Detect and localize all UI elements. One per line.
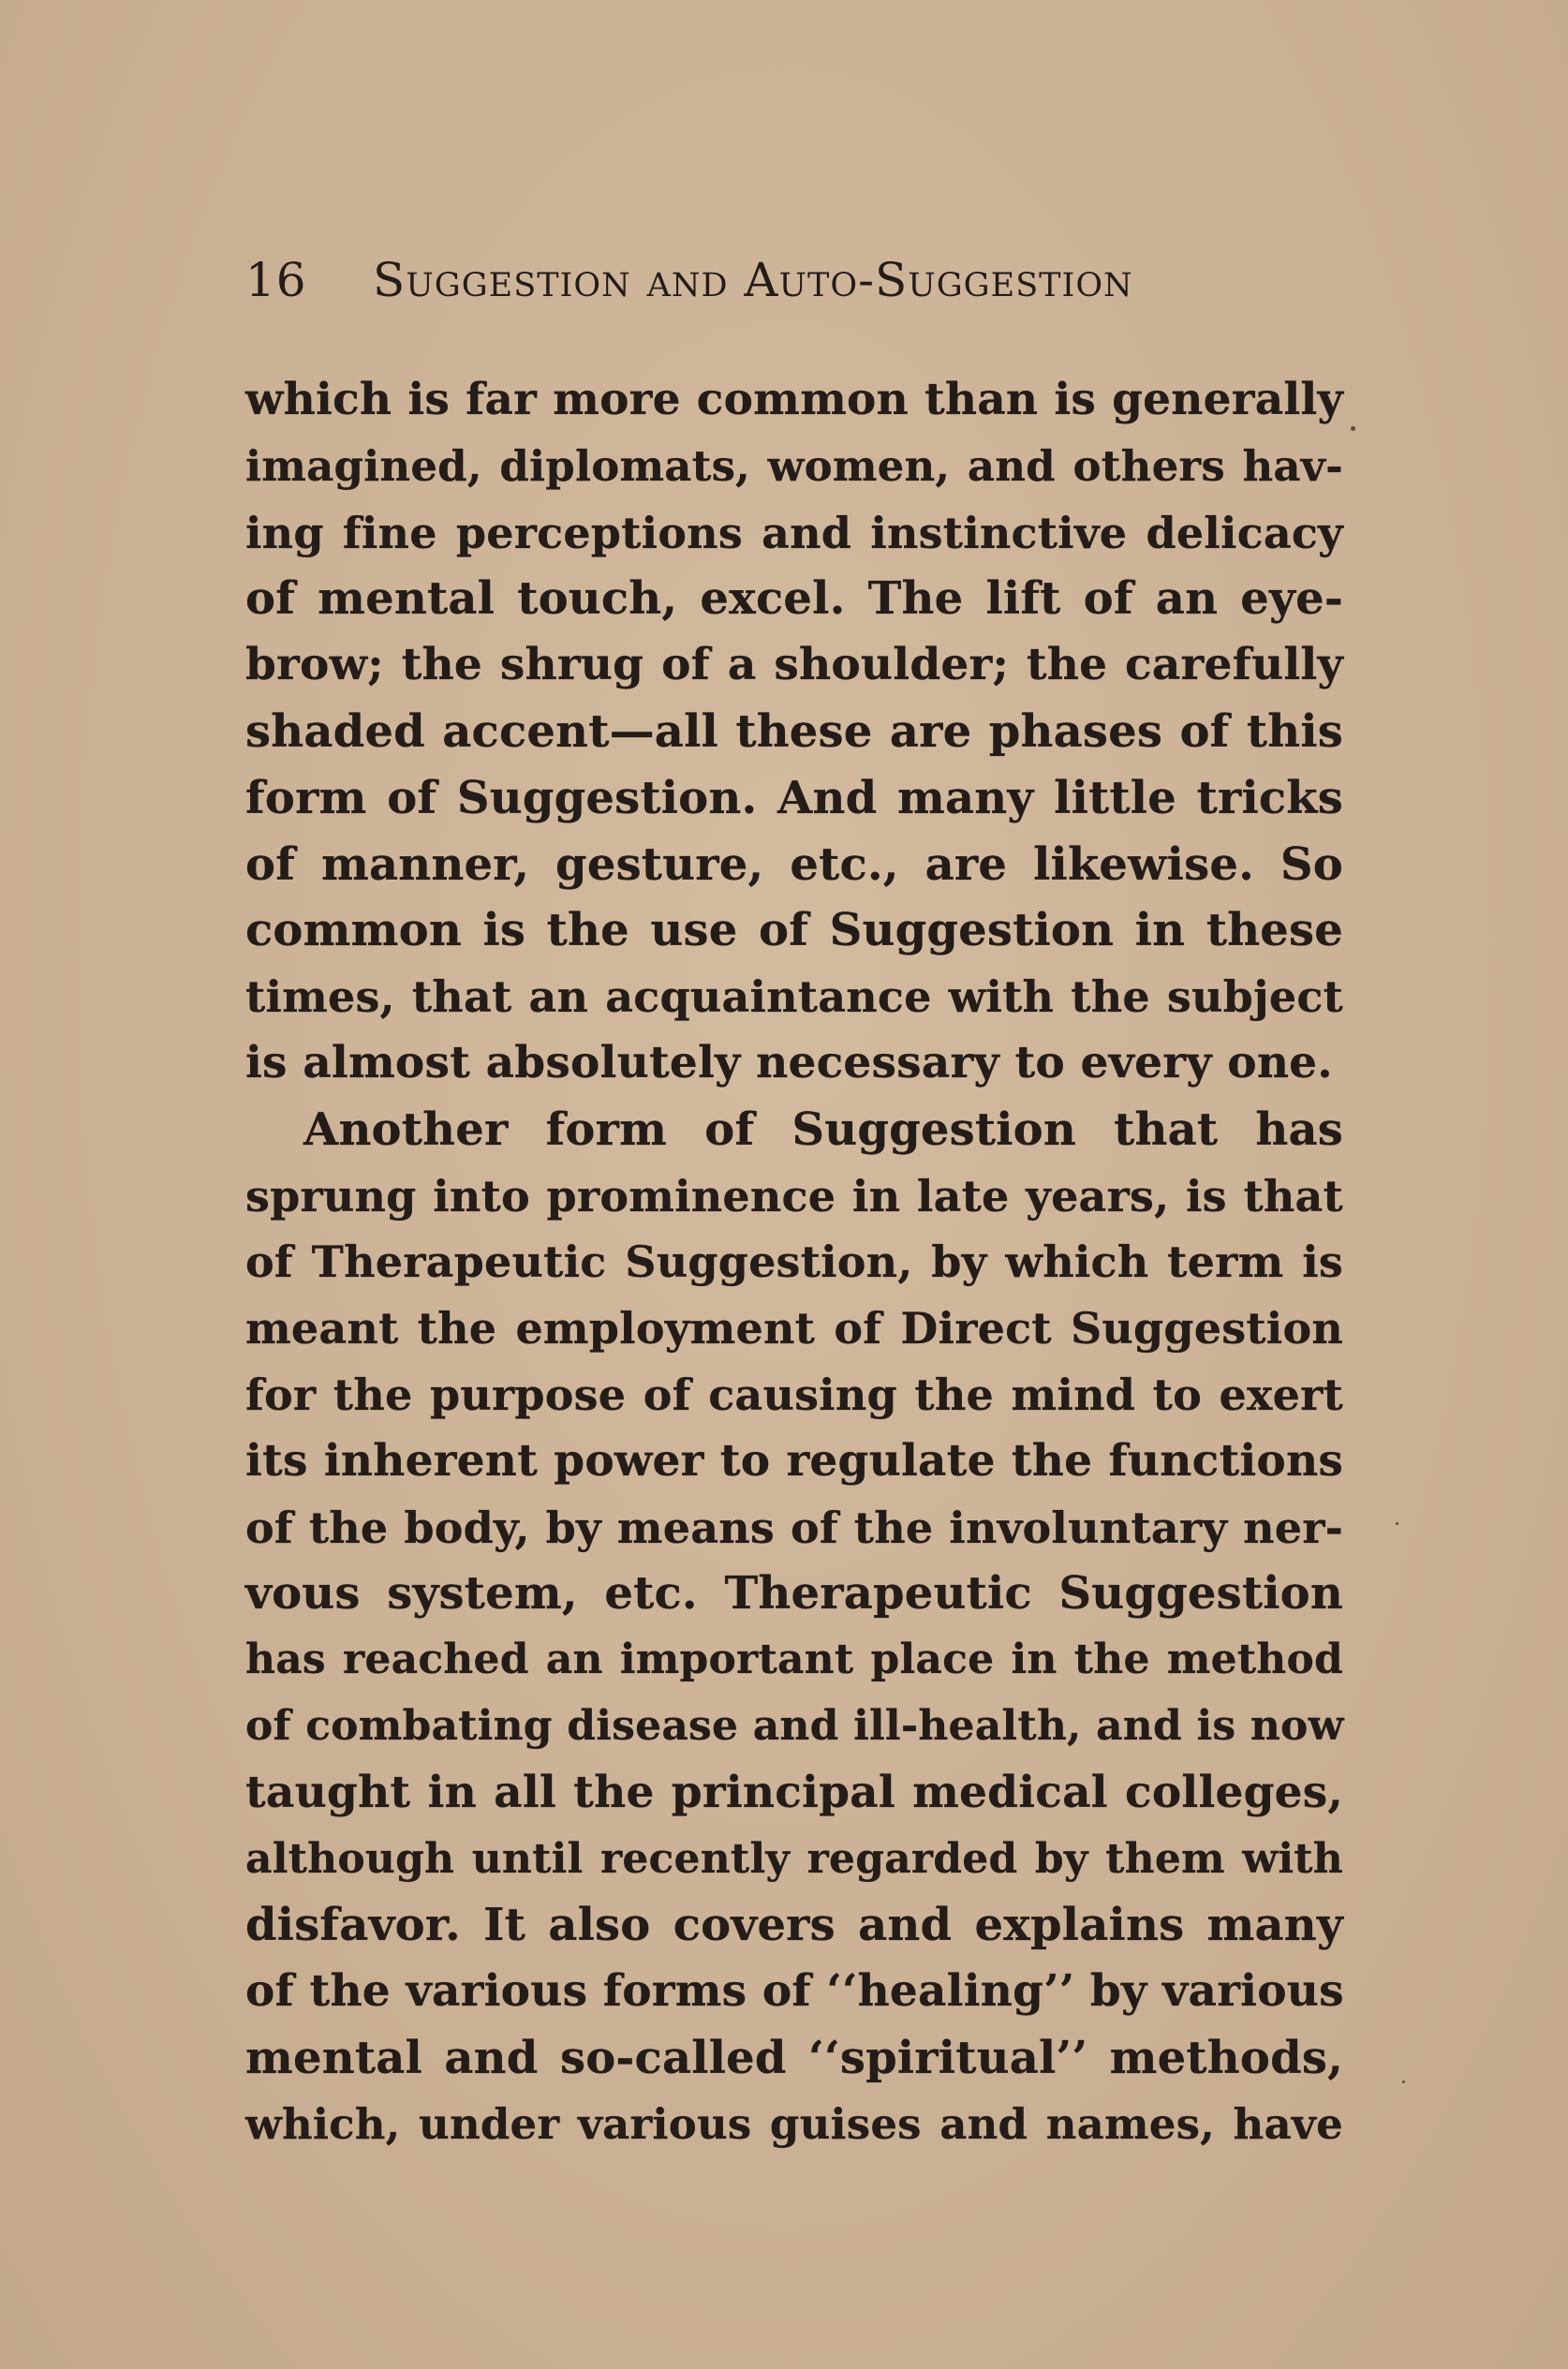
text-line: sprung into prominence in late years, is that (245, 1170, 1343, 1222)
paper-speck (1351, 426, 1355, 431)
page-number: 16 (245, 253, 307, 307)
text-line: disfavor. It also covers and explains many (245, 1899, 1343, 1952)
body-text (245, 367, 1343, 2158)
text-line: of manner, gesture, etc., are likewise. So (245, 837, 1343, 891)
text-line: its inherent power to regulate the functions (245, 1434, 1343, 1487)
text-line: form of Suggestion. And many little tricks (245, 771, 1343, 824)
text-line: of Therapeutic Suggestion, by which term is (245, 1236, 1343, 1288)
text-line: has reached an important place in the method (245, 1636, 1343, 1684)
text-line: for the purpose of causing the mind to exert (245, 1369, 1343, 1420)
text-line: imagined, diplomats, women, and others hav- (245, 440, 1343, 491)
text-line: ing fine perceptions and instinctive delicacy (245, 507, 1343, 558)
book-page (245, 253, 1343, 2158)
text-line: although until recently regarded by them with (245, 1834, 1343, 1883)
running-title: Suggestion and Auto-Suggestion (373, 253, 1133, 307)
text-line: of the various forms of ‘‘healing’’ by various (245, 1965, 1344, 2018)
text-line: mental and so-called ‘‘spiritual’’ methods, (245, 2031, 1343, 2084)
paragraph-first-line: Another form of Suggestion that has (303, 1103, 1343, 1156)
text-line: of the body, by means of the involuntary ner- (245, 1502, 1343, 1553)
text-line: of combating disease and ill-health, and is now (245, 1701, 1344, 1750)
text-line: is almost absolutely necessary to every one. (245, 1036, 1333, 1088)
paper-speck (1396, 1522, 1398, 1525)
paper-speck (1402, 2080, 1405, 2083)
text-line: common is the use of Suggestion in these (245, 904, 1343, 957)
running-head (245, 253, 1343, 328)
text-line: of mental touch, excel. The lift of an eye- (245, 572, 1343, 626)
text-line: shaded accent—all these are phases of this (245, 704, 1343, 758)
text-line: times, that an acquaintance with the subject (245, 971, 1343, 1023)
text-line: which is far more common than is generally (245, 374, 1343, 425)
text-line: which, under various guises and names, have (245, 2098, 1343, 2149)
text-line: vous system, etc. Therapeutic Suggestion (245, 1567, 1343, 1621)
text-line: meant the employment of Direct Suggestion (245, 1303, 1343, 1355)
text-line: taught in all the principal medical colleges, (245, 1766, 1343, 1818)
text-line: brow; the shrug of a shoulder; the carefully (245, 639, 1343, 691)
